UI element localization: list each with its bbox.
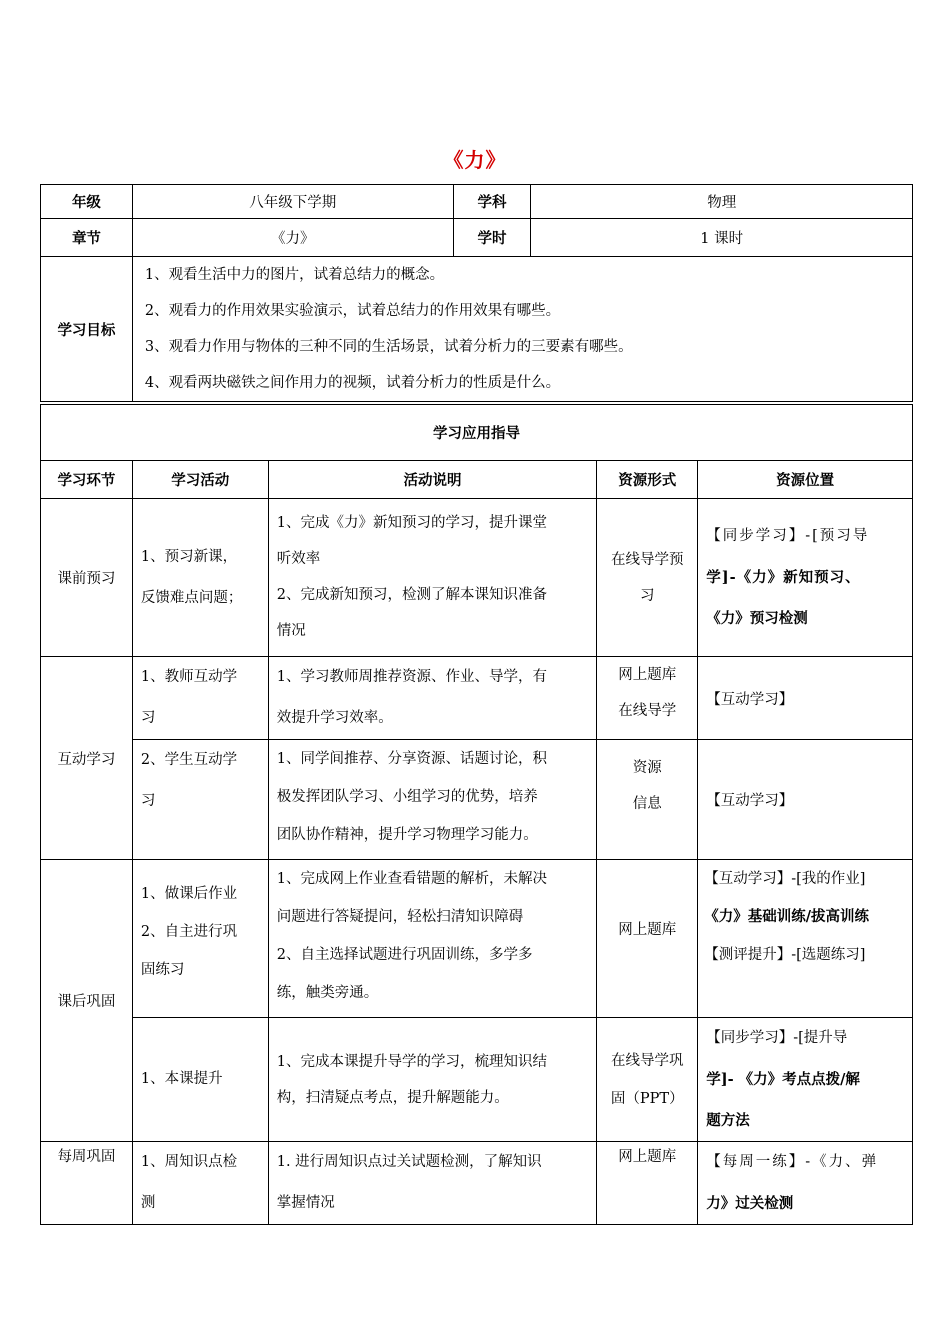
description-line: 听效率 [276, 551, 321, 567]
activity-line: 固练习 [140, 962, 185, 978]
description-line: 掌握情况 [276, 1195, 335, 1211]
resource-location-line: 《力》基础训练/拔高训练 [704, 908, 869, 925]
resource-form-line: 在线导学巩 [610, 1052, 684, 1069]
description-line: 情况 [276, 623, 306, 639]
resource-location-line: 【互动学习】 [706, 793, 794, 809]
stage-cell: 课后巩固 [41, 860, 133, 1142]
objective-item: 1、观看生活中力的图片，试着总结力的概念。 [144, 267, 445, 283]
resource-location-line: 力》过关检测 [706, 1195, 794, 1212]
resource-form-line: 习 [639, 587, 655, 604]
description-line: 极发挥团队学习、小组学习的优势，培养 [276, 789, 538, 805]
description-line: 2、自主选择试题进行巩固训练，多学多 [276, 947, 533, 963]
table-row [41, 1018, 913, 1142]
info-table [40, 184, 913, 402]
resource-form-line: 在线导学 [618, 703, 677, 719]
description-line: 1、同学间推荐、分享资源、话题讨论，积 [276, 751, 547, 767]
guide-title: 学习应用指导 [41, 405, 913, 461]
objective-item: 2、观看力的作用效果实验演示，试着总结力的作用效果有哪些。 [144, 303, 561, 319]
chapter-label: 章节 [41, 219, 133, 257]
stage-cell: 课前预习 [41, 499, 133, 657]
chapter-value: 《力》 [132, 219, 453, 257]
objectives-label: 学习目标 [41, 257, 133, 402]
resource-form-cell [597, 860, 698, 1018]
activity-cell [132, 1018, 268, 1142]
resource-form-line: 网上题库 [618, 667, 677, 683]
activity-line: 2、学生互动学 [140, 752, 238, 768]
resource-location-cell [698, 1018, 913, 1142]
resource-form-line: 在线导学预 [610, 551, 684, 568]
description-cell [268, 657, 597, 740]
table-row [41, 657, 913, 740]
resource-form-line: 信息 [632, 796, 662, 812]
activity-line: 1、本课提升 [140, 1071, 223, 1087]
description-cell [268, 499, 597, 657]
grade-label: 年级 [41, 185, 133, 219]
resource-form-cell [597, 1018, 698, 1142]
resource-location-line: 《力》预习检测 [706, 610, 808, 627]
description-line: 效提升学习效率。 [276, 710, 393, 726]
resource-location-line: 【同步学习】-[提升导 [706, 1030, 848, 1046]
description-line: 1. 进行周知识点过关试题检测，了解知识 [276, 1154, 542, 1170]
activity-line: 习 [140, 793, 156, 809]
table-row [41, 740, 913, 860]
table-row [41, 499, 913, 657]
guide-table [40, 404, 913, 1225]
stage-cell: 每周巩固 [41, 1142, 133, 1225]
resource-location-cell [698, 657, 913, 740]
resource-form-cell [597, 499, 698, 657]
description-cell [268, 1142, 597, 1225]
resource-location-cell [698, 740, 913, 860]
resource-location-cell [698, 499, 913, 657]
activity-cell [132, 657, 268, 740]
resource-location-line: 【测评提升】-[选题练习] [704, 947, 866, 963]
activity-line: 1、教师互动学 [140, 669, 238, 685]
resource-form-cell [597, 1142, 698, 1225]
header-resource-form: 资源形式 [597, 461, 698, 499]
objective-item: 3、观看力作用与物体的三种不同的生活场景，试着分析力的三要素有哪些。 [144, 339, 633, 355]
activity-line: 1、做课后作业 [140, 886, 238, 902]
activity-line: 2、自主进行巩 [140, 924, 238, 940]
subject-label: 学科 [453, 185, 531, 219]
header-activity: 学习活动 [132, 461, 268, 499]
resource-location-line: 学]- 《力》考点点拨/解 [706, 1071, 860, 1088]
description-line: 练，触类旁通。 [276, 985, 379, 1001]
description-line: 1、完成本课提升导学的学习，梳理知识结 [276, 1053, 547, 1070]
activity-line: 反馈难点问题； [140, 589, 243, 606]
resource-form-cell [597, 657, 698, 740]
hours-label: 学时 [453, 219, 531, 257]
resource-location-cell [698, 860, 913, 1018]
description-cell [268, 740, 597, 860]
description-cell [268, 860, 597, 1018]
subject-value: 物理 [531, 185, 913, 219]
description-line: 1、学习教师周推荐资源、作业、导学，有 [276, 669, 547, 685]
description-cell [268, 1018, 597, 1142]
resource-location-line: 【互动学习】-[我的作业] [704, 871, 866, 887]
description-line: 构，扫清疑点考点，提升解题能力。 [276, 1089, 509, 1106]
resource-location-line: 题方法 [706, 1112, 750, 1129]
resource-form-cell [597, 740, 698, 860]
description-line: 2、完成新知预习，检测了解本课知识准备 [276, 587, 547, 603]
activity-cell [132, 860, 268, 1018]
activity-line: 1、周知识点检 [140, 1154, 238, 1170]
activity-line: 测 [140, 1195, 156, 1211]
page-title: 《力》 [443, 148, 507, 172]
activity-line: 习 [140, 710, 156, 726]
resource-form-line: 网上题库 [618, 1149, 677, 1165]
description-line: 1、完成《力》新知预习的学习，提升课堂 [276, 515, 547, 531]
table-row [41, 860, 913, 1018]
header-stage: 学习环节 [41, 461, 133, 499]
stage-cell: 互动学习 [41, 657, 133, 860]
resource-location-line: 【同步学习】-[预习导 [706, 528, 870, 544]
activity-cell [132, 1142, 268, 1225]
hours-value: 1 课时 [531, 219, 913, 257]
header-description: 活动说明 [268, 461, 597, 499]
header-resource-location: 资源位置 [698, 461, 913, 499]
objective-item: 4、观看两块磁铁之间作用力的视频，试着分析力的性质是什么。 [144, 375, 561, 391]
resource-location-line: 学]-《力》新知预习、 [706, 569, 861, 586]
resource-location-cell [698, 1142, 913, 1225]
resource-form-line: 固（PPT） [610, 1090, 684, 1107]
description-line: 团队协作精神，提升学习物理学习能力。 [276, 827, 538, 843]
resource-form-line: 资源 [632, 760, 662, 776]
description-line: 问题进行答疑提问，轻松扫清知识障碍 [276, 909, 524, 925]
activity-cell [132, 499, 268, 657]
objectives-list [132, 257, 912, 402]
table-row [41, 1142, 913, 1225]
grade-value: 八年级下学期 [132, 185, 453, 219]
activity-cell [132, 740, 268, 860]
description-line: 1、完成网上作业查看错题的解析，未解决 [276, 871, 547, 887]
activity-line: 1、预习新课， [140, 548, 238, 565]
resource-location-line: 【互动学习】 [706, 691, 794, 708]
resource-form-line: 网上题库 [618, 922, 677, 938]
resource-location-line: 【每周一练】-《力、弹 [706, 1154, 879, 1170]
